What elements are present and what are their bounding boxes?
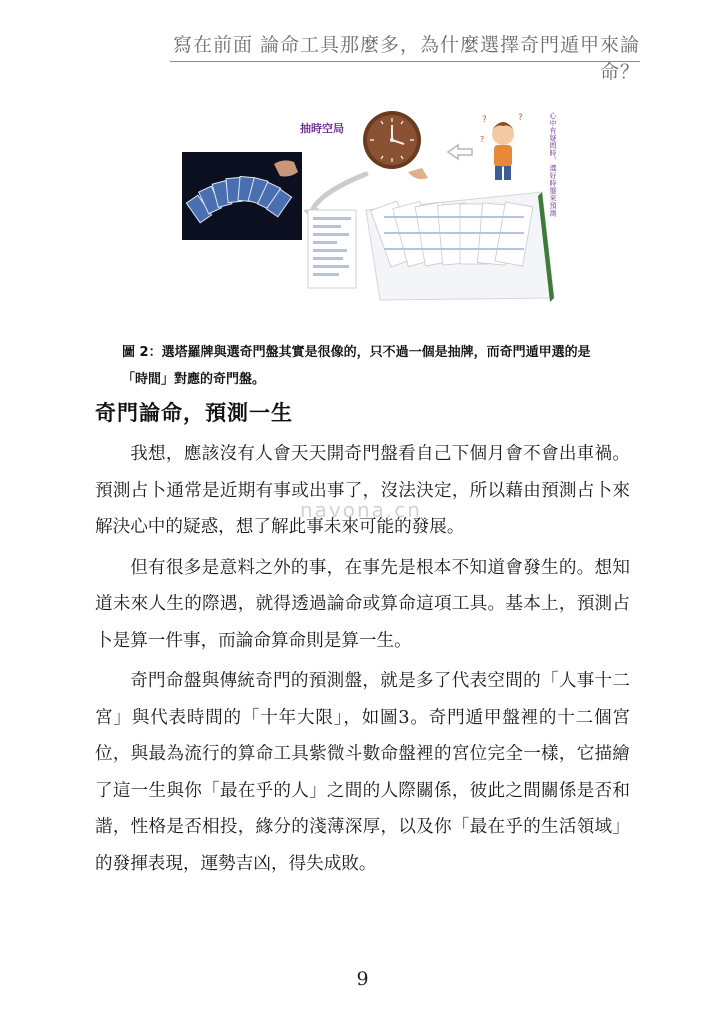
page-number: 9 <box>356 968 369 990</box>
running-header: 寫在前面 論命工具那麼多，為什麼選擇奇門遁甲來論命？ <box>172 34 640 83</box>
clock-label: 抽時空局 <box>300 122 344 135</box>
arrow-left-icon <box>448 145 472 159</box>
chart-sheets-fan <box>366 192 554 302</box>
clock-icon <box>363 111 421 169</box>
paragraph-3: 奇門命盤與傳統奇門的預測盤，就是多了代表空間的「人事十二宮」與代表時間的「十年大限」，如圖3。奇門遁甲盤裡的十二個宮位，與最為流行的算命工具紫微斗數命盤裡的宮位完全一樣，它描繪了這一生與你「最在乎的人」之間的人際關係，彼此之間關係是否和諧，性格是否相投，緣分的淺薄深厚，以及你「最在乎的生活領域」的發揮表現，運勢吉凶，得失成敗。 <box>95 671 630 874</box>
single-chart-sheet <box>308 210 356 288</box>
pointing-hand-icon <box>408 168 428 179</box>
paragraph-1: 我想，應該沒有人會天天開奇門盤看自己下個月會不會出車禍。預測占卜通常是近期有事或出事了，沒法決定，所以藉由預測占卜來解決心中的疑惑，想了解此事未來可能的發展。 <box>95 444 630 537</box>
svg-text:?: ? <box>482 115 487 125</box>
figure-illustration <box>170 92 565 312</box>
svg-text:?: ? <box>518 113 523 123</box>
watermark: navona.cn <box>300 498 422 522</box>
paragraph-2: 但有很多是意料之外的事，在事先是根本不知道會發生的。想知道未來人生的際遇，就得透過論命或算命這項工具。基本上，預測占卜是算一件事，而論命算命則是算一生。 <box>95 557 630 651</box>
side-note: 心中有疑問時，選好時盤來預測 <box>549 112 557 217</box>
figure-caption: 圖 2：選塔羅牌與選奇門盤其實是很像的，只不過一個是抽牌，而奇門遁甲選的是「時間」對應的奇門盤。 <box>122 345 591 387</box>
header-rule <box>170 61 640 62</box>
section-heading: 奇門論命，預測一生 <box>95 401 293 425</box>
svg-text:?: ? <box>480 135 485 144</box>
thinking-child-illustration <box>480 113 523 180</box>
tarot-cards-photo <box>182 152 302 240</box>
